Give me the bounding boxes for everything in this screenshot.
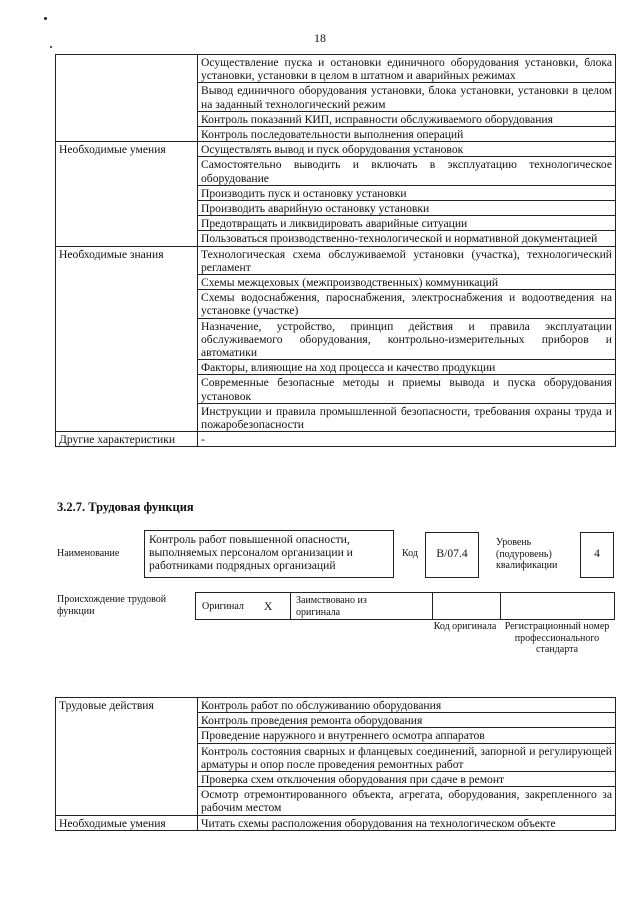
row-category: Трудовые действия <box>56 698 198 816</box>
list-item: - <box>198 432 616 447</box>
function-name-box <box>144 530 394 578</box>
row-category: Необходимые умения <box>56 142 198 246</box>
list-item: Контроль последовательности выполнения операций <box>198 127 616 142</box>
scan-speck <box>50 46 52 48</box>
list-item: Читать схемы расположения оборудования на технологическом объекте <box>198 815 616 830</box>
list-item: Производить аварийную остановку установки <box>198 201 616 216</box>
list-item: Современные безопасные методы и приемы вывода и пуска оборудования установок <box>198 375 616 403</box>
list-item: Осмотр отремонтированного объекта, агрегата, оборудования, закрепленного за рабочим местом <box>198 787 616 815</box>
competencies-table <box>55 54 616 447</box>
list-item: Схемы водоснабжения, пароснабжения, электроснабжения и водоотведения на установке (участке) <box>198 290 616 318</box>
section-heading: 3.2.7. Трудовая функция <box>57 500 194 514</box>
list-item: Пользоваться производственно-технологической и нормативной документацией <box>198 231 616 246</box>
list-item: Технологическая схема обслуживаемой установки (участка), технологический регламент <box>198 246 616 274</box>
origin-divider-3 <box>500 593 501 619</box>
scan-speck <box>44 17 47 20</box>
level-value: 4 <box>594 547 600 560</box>
list-item: Самостоятельно выводить и включать в эксплуатацию технологическое оборудование <box>198 157 616 185</box>
code-value: В/07.4 <box>436 547 468 560</box>
list-item: Осуществлять вывод и пуск оборудования установок <box>198 142 616 157</box>
row-category: Другие характеристики <box>56 432 198 447</box>
list-item: Контроль показаний КИП, исправности обслуживаемого оборудования <box>198 111 616 126</box>
list-item: Проверка схем отключения оборудования при сдаче в ремонт <box>198 772 616 787</box>
function-name-value: Контроль работ повышенной опасности, выполняемых персоналом организации и работниками подрядных организаций <box>149 533 353 573</box>
list-item: Схемы межцеховых (межпроизводственных) коммуникаций <box>198 275 616 290</box>
list-item: Инструкции и правила промышленной безопасности, требования охраны труда и пожаробезопасности <box>198 403 616 431</box>
list-item: Факторы, влияющие на ход процесса и качество продукции <box>198 360 616 375</box>
level-label: Уровень (подуровень) квалификации <box>496 537 558 571</box>
name-label: Наименование <box>57 548 120 559</box>
level-box <box>580 532 614 578</box>
list-item: Осуществление пуска и остановки единичного оборудования установки, блока установки, установки в целом в штатном и аварийных режимах <box>198 55 616 83</box>
table-row <box>56 698 616 713</box>
page-number: 18 <box>314 31 326 45</box>
origin-divider-1 <box>290 593 291 619</box>
table-row <box>56 55 616 83</box>
list-item: Контроль работ по обслуживанию оборудования <box>198 698 616 713</box>
list-item: Проведение наружного и внутреннего осмотра аппаратов <box>198 728 616 743</box>
code-label: Код <box>402 548 418 559</box>
list-item: Назначение, устройство, принцип действия и правила эксплуатации обслуживаемого оборудования, контрольно-измерительных приборов и автоматики <box>198 318 616 360</box>
table-row <box>56 432 616 447</box>
origin-divider-2 <box>432 593 433 619</box>
original-label: Оригинал <box>202 601 244 612</box>
table-row <box>56 246 616 274</box>
row-category: Необходимые умения <box>56 815 198 830</box>
table-row <box>56 142 616 157</box>
code-box <box>425 532 479 578</box>
list-item: Контроль состояния сварных и фланцевых соединений, запорной и регулирующей арматуры и опор после проведения ремонтных работ <box>198 743 616 771</box>
list-item: Предотвращать и ликвидировать аварийные ситуации <box>198 216 616 231</box>
borrowed-label: Заимствовано из оригинала <box>296 595 367 618</box>
row-category: Необходимые знания <box>56 246 198 432</box>
original-mark: X <box>264 600 273 613</box>
code-original-label: Код оригинала <box>433 621 497 632</box>
list-item: Вывод единичного оборудования установки, блока установки, установки в целом на заданный технологический режим <box>198 83 616 111</box>
labor-actions-table <box>55 697 616 831</box>
row-category <box>56 55 198 142</box>
list-item: Производить пуск и остановку установки <box>198 185 616 200</box>
origin-table <box>195 592 615 620</box>
origin-label: Происхождение трудовой функции <box>57 594 167 617</box>
reg-number-label: Регистрационный номер профессионального стандарта <box>504 621 610 655</box>
table-row <box>56 815 616 830</box>
list-item: Контроль проведения ремонта оборудования <box>198 713 616 728</box>
